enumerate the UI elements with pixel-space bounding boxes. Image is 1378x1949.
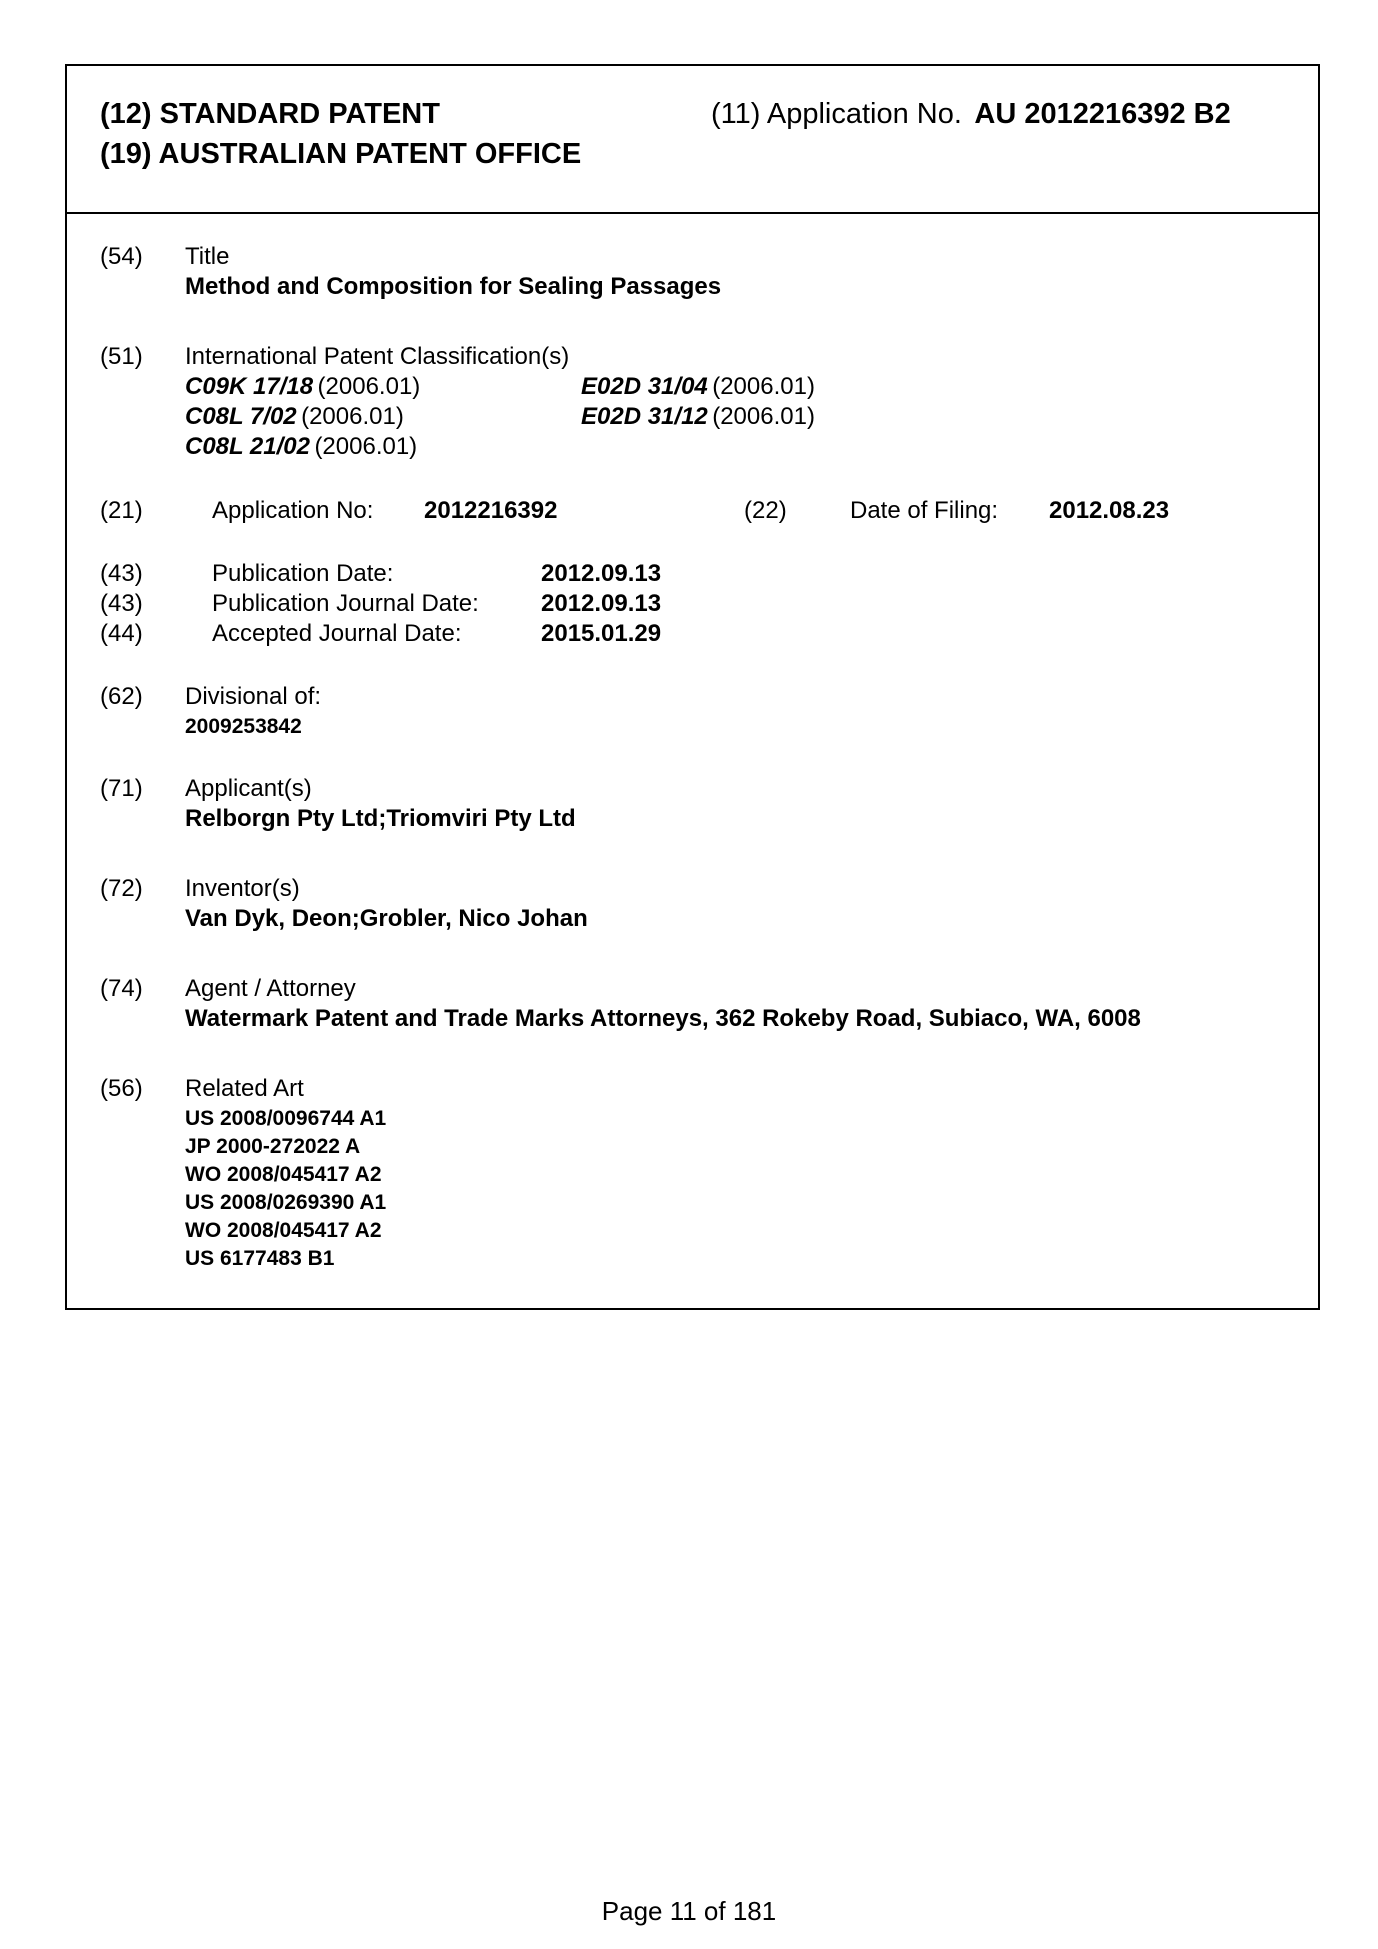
inventors-label: Inventor(s)	[185, 875, 300, 902]
application-number-value: AU 2012216392 B2	[974, 98, 1231, 130]
field-code-filing: (22)	[744, 497, 787, 524]
header-divider	[67, 212, 1318, 214]
patent-office: (19) AUSTRALIAN PATENT OFFICE	[100, 138, 582, 170]
applicants-value: Relborgn Pty Ltd;Triomviri Pty Ltd	[185, 805, 576, 832]
ipc-label: International Patent Classification(s)	[185, 343, 570, 370]
field-code-date: (43)	[100, 560, 143, 587]
patent-type: (12) STANDARD PATENT	[100, 98, 440, 130]
divisional-label: Divisional of:	[185, 683, 322, 710]
field-code-date: (44)	[100, 620, 143, 647]
related-art-item: WO 2008/045417 A2	[185, 1163, 382, 1186]
page-number: Page 11 of 181	[601, 1896, 777, 1926]
application-number-prefix: (11) Application No.	[711, 98, 962, 130]
date-label: Accepted Journal Date:	[212, 620, 462, 647]
agent-value: Watermark Patent and Trade Marks Attorneys, 362 Rokeby Road, Subiaco, WA, 6008	[185, 1005, 1141, 1032]
date-value: 2012.09.13	[541, 560, 662, 587]
agent-label: Agent / Attorney	[185, 975, 356, 1002]
field-code-divisional: (62)	[100, 683, 143, 710]
title-label: Title	[185, 243, 230, 270]
ipc-entry: C09K 17/18 (2006.01)	[185, 373, 421, 400]
field-code-date: (43)	[100, 590, 143, 617]
date-value: 2012.09.13	[541, 590, 662, 617]
filing-date-value: 2012.08.23	[1049, 497, 1170, 524]
ipc-entry: C08L 7/02 (2006.01)	[185, 403, 404, 430]
ipc-entry: E02D 31/12 (2006.01)	[581, 403, 815, 430]
applicants-label: Applicant(s)	[185, 775, 312, 802]
application-number-header	[711, 98, 1231, 131]
filing-date-label: Date of Filing:	[850, 497, 999, 524]
date-label: Publication Journal Date:	[212, 590, 479, 617]
field-code-inventors: (72)	[100, 875, 143, 902]
field-code-ipc: (51)	[100, 343, 143, 370]
field-code-application: (21)	[100, 497, 143, 524]
field-code-title: (54)	[100, 243, 143, 270]
field-code-related-art: (56)	[100, 1075, 143, 1102]
related-art-label: Related Art	[185, 1075, 304, 1102]
date-label: Publication Date:	[212, 560, 394, 587]
related-art-item: JP 2000-272022 A	[185, 1135, 361, 1158]
ipc-entry: E02D 31/04 (2006.01)	[581, 373, 815, 400]
field-code-applicants: (71)	[100, 775, 143, 802]
ipc-entry: C08L 21/02 (2006.01)	[185, 433, 418, 460]
application-number-value-field: 2012216392	[424, 497, 558, 524]
related-art-item: US 2008/0269390 A1	[185, 1191, 387, 1214]
divisional-value: 2009253842	[185, 715, 302, 738]
inventors-value: Van Dyk, Deon;Grobler, Nico Johan	[185, 905, 588, 932]
application-number-label: Application No:	[212, 497, 374, 524]
related-art-item: WO 2008/045417 A2	[185, 1219, 382, 1242]
date-value: 2015.01.29	[541, 620, 662, 647]
related-art-item: US 2008/0096744 A1	[185, 1107, 387, 1130]
related-art-item: US 6177483 B1	[185, 1247, 335, 1270]
title-value: Method and Composition for Sealing Passages	[185, 273, 722, 300]
field-code-agent: (74)	[100, 975, 143, 1002]
